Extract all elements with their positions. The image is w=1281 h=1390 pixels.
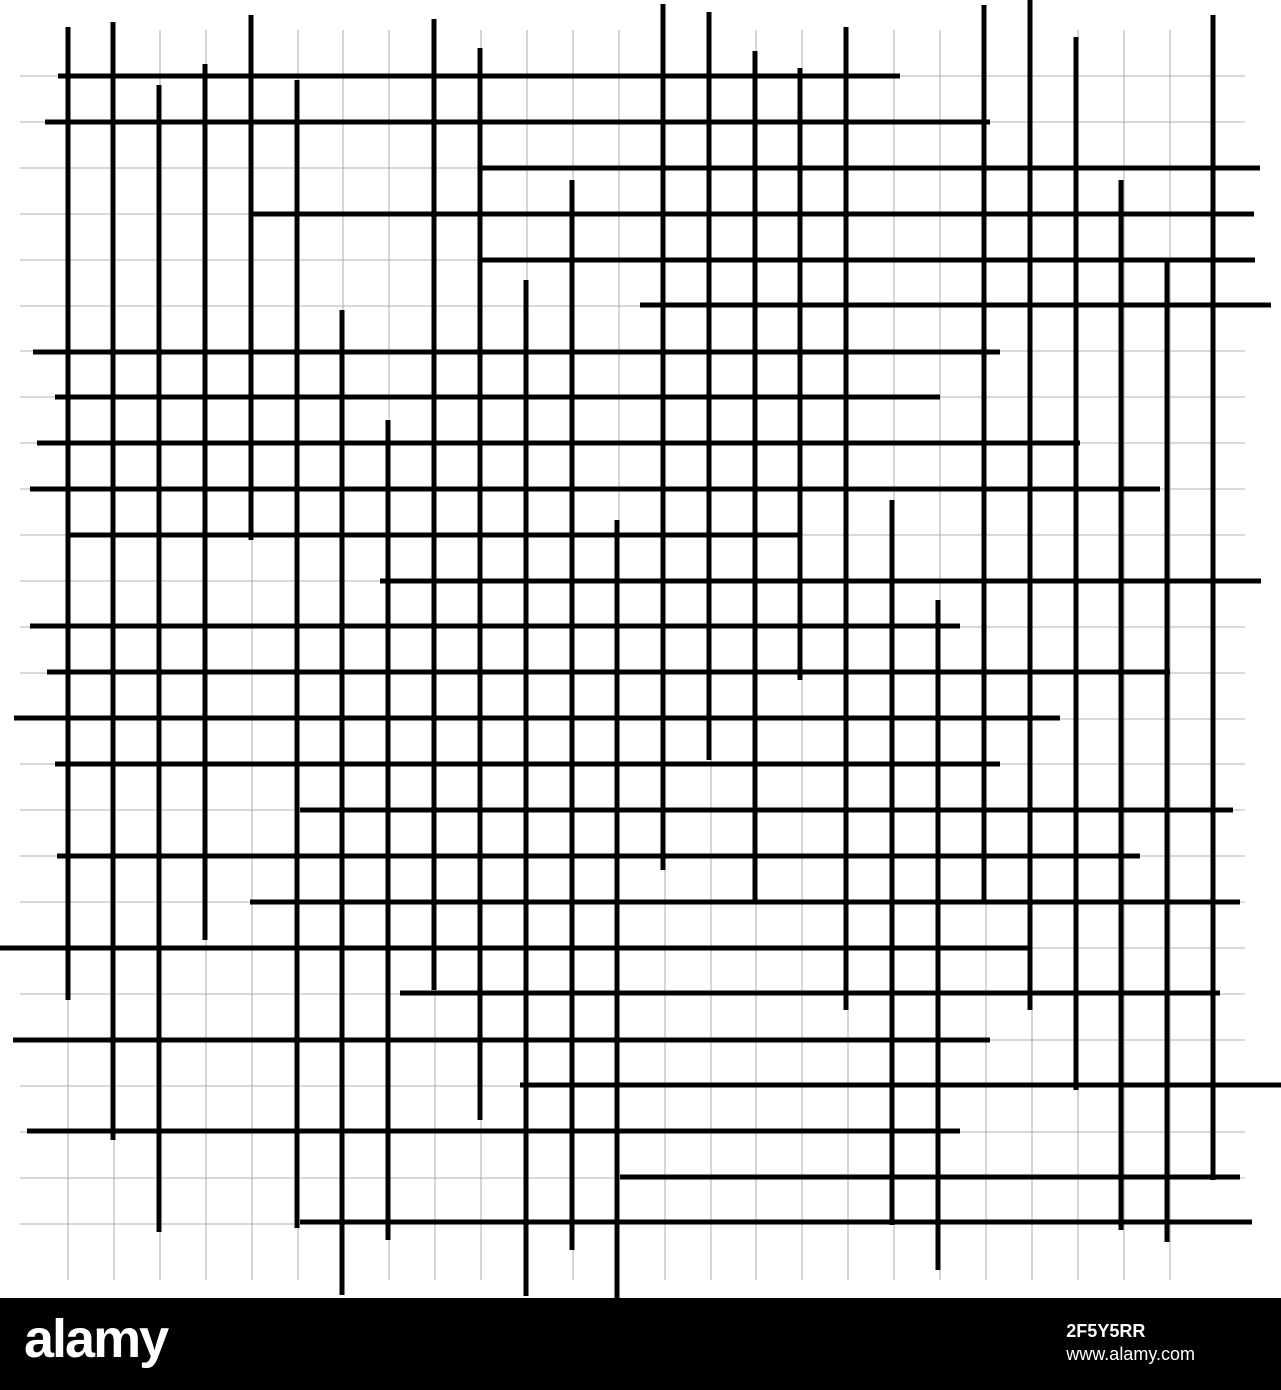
image-id: 2F5Y5RR [1066,1321,1146,1341]
image-id-block [1066,1320,1195,1367]
stock-footer-bar [0,1298,1281,1390]
alamy-logo: alamy [24,1309,168,1369]
site-url: www.alamy.com [1066,1344,1195,1365]
